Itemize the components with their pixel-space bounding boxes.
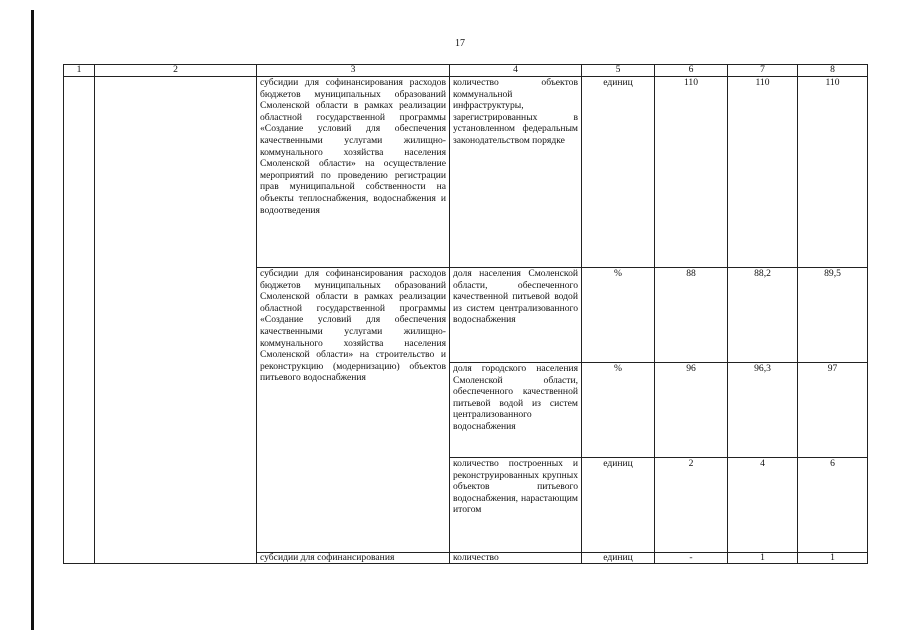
table-header-row: [64, 65, 868, 77]
subsidy-description: субсидии для софинансирования расходов бюджетов муниципальных образований Смоленской области в рамках реализации областной государственной программы «Создание условий для обеспечения качественными услугами жилищно-коммунального хозяйства населения Смоленской области» на строительство и реконструкцию (модернизацию) объектов питьевого водоснабжения: [257, 268, 450, 553]
column-header: 5: [582, 65, 655, 77]
value-col7: 4: [728, 458, 798, 553]
subsidy-description: субсидии для софинансирования: [257, 553, 450, 564]
unit-cell: %: [582, 363, 655, 458]
indicator-table: [63, 64, 868, 564]
value-col6: -: [655, 553, 728, 564]
indicator-name: количество построенных и реконструированных крупных объектов питьевого водоснабжения, нарастающим итогом: [450, 458, 582, 553]
column-header: 4: [450, 65, 582, 77]
unit-cell: единиц: [582, 553, 655, 564]
cell-col2: [95, 77, 257, 564]
indicator-name: доля населения Смоленской области, обеспеченного качественной питьевой водой из систем централизованного водоснабжения: [450, 268, 582, 363]
unit-cell: %: [582, 268, 655, 363]
value-col8: 89,5: [798, 268, 868, 363]
value-col7: 1: [728, 553, 798, 564]
column-header: 8: [798, 65, 868, 77]
column-header: 6: [655, 65, 728, 77]
column-header: 2: [95, 65, 257, 77]
table-row: [64, 77, 868, 268]
value-col6: 110: [655, 77, 728, 268]
value-col8: 1: [798, 553, 868, 564]
indicator-name: доля городского населения Смоленской области, обеспеченного качественной питьевой водой из систем централизованного водоснабжения: [450, 363, 582, 458]
indicator-name: количество: [450, 553, 582, 564]
value-col6: 96: [655, 363, 728, 458]
value-col7: 88,2: [728, 268, 798, 363]
value-col8: 6: [798, 458, 868, 553]
value-col6: 88: [655, 268, 728, 363]
value-col6: 2: [655, 458, 728, 553]
column-header: 7: [728, 65, 798, 77]
unit-cell: единиц: [582, 458, 655, 553]
value-col8: 97: [798, 363, 868, 458]
page-number: 17: [455, 38, 465, 49]
indicator-name: количество объектов коммунальной инфраструктуры, зарегистрированных в установленном федеральным законодательством порядке: [450, 77, 582, 268]
unit-cell: единиц: [582, 77, 655, 268]
value-col7: 96,3: [728, 363, 798, 458]
subsidy-description: субсидии для софинансирования расходов бюджетов муниципальных образований Смоленской области в рамках реализации областной государственной программы «Создание условий для обеспечения качественными услугами жилищно-коммунального хозяйства населения Смоленской области» на осуществление мероприятий по проведению регистрации прав муниципальной собственности на объекты теплоснабжения, водоснабжения и водоотведения: [257, 77, 450, 268]
column-header: 1: [64, 65, 95, 77]
binding-edge-line: [31, 10, 34, 630]
cell-col1: [64, 77, 95, 564]
column-header: 3: [257, 65, 450, 77]
value-col8: 110: [798, 77, 868, 268]
value-col7: 110: [728, 77, 798, 268]
